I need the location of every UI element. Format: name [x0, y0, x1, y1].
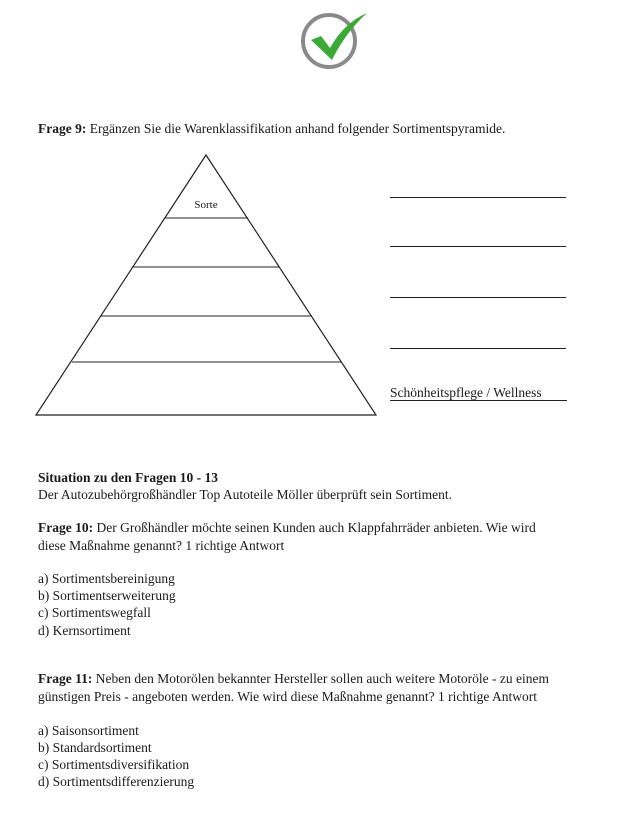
answer-line-5	[390, 400, 567, 401]
answer-line-4[interactable]	[390, 348, 566, 349]
answer-line-3[interactable]	[390, 297, 566, 298]
frage11-question-line2: günstigen Preis - angeboten werden. Wie wird diese Maßnahme genannt? 1 richtige Antwort	[38, 689, 537, 704]
frage10-option-c[interactable]: c) Sortimentswegfall	[38, 605, 151, 620]
frage10-label: Frage 10:	[38, 520, 94, 535]
situation-text: Der Autozubehörgroßhändler Top Autoteile Möller überprüft sein Sortiment.	[38, 487, 452, 502]
answer-line-1[interactable]	[390, 197, 566, 198]
frage11-question-line1: Frage 11: Neben den Motorölen bekannter Hersteller sollen auch weitere Motoröle - zu einem	[38, 671, 549, 686]
frage11-option-c[interactable]: c) Sortimentsdiversifikation	[38, 757, 190, 772]
frage11-option-b[interactable]: b) Standardsortiment	[38, 740, 152, 755]
frage10-option-d[interactable]: d) Kernsortiment	[38, 623, 131, 638]
frage11-option-d[interactable]: d) Sortimentsdifferenzierung	[38, 774, 195, 789]
frage10-question-line1: Frage 10: Der Großhändler möchte seinen Kunden auch Klappfahrräder anbieten. Wie wird	[38, 520, 536, 535]
frage9-text: Ergänzen Sie die Warenklassifikation anhand folgender Sortimentspyramide.	[86, 121, 506, 136]
frage10-option-a[interactable]: a) Sortimentsbereinigung	[38, 571, 175, 586]
sortiments-pyramid	[34, 153, 378, 417]
frage11-option-a[interactable]: a) Saisonsortiment	[38, 723, 139, 738]
pyramid-top-label: Sorte	[194, 199, 218, 211]
situation-title: Situation zu den Fragen 10 - 13	[38, 470, 219, 485]
frage9-heading	[38, 120, 505, 137]
answer-line-2[interactable]	[390, 246, 566, 247]
checkmark-logo-icon	[299, 8, 371, 72]
answer-filled-wellness: Schönheitspflege / Wellness	[390, 385, 542, 400]
frage10-option-b[interactable]: b) Sortimentserweiterung	[38, 588, 176, 603]
frage10-question-line2: diese Maßnahme genannt? 1 richtige Antwort	[38, 538, 285, 553]
pyramid-outline	[36, 155, 376, 415]
frage9-label: Frage 9:	[38, 121, 87, 136]
frage11-label: Frage 11:	[38, 671, 93, 686]
